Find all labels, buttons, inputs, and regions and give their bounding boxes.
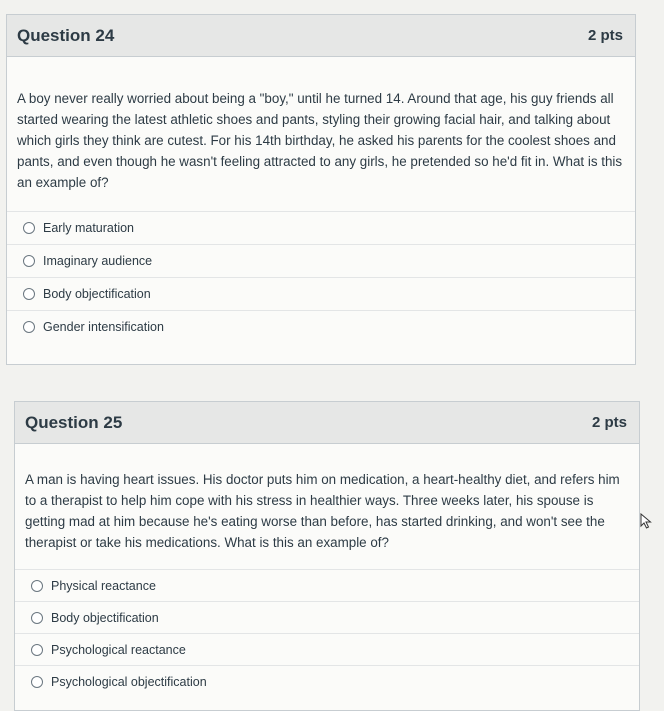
question-text: A man is having heart issues. His doctor puts him on medication, a heart-healthy diet, and refers him to a therapist to help him cope with his stress in healthier ways. Three weeks later, his spouse is getting mad at him because he's eating worse than before, has started drinking, and won't see the therapist or take his medications. What is this an example of? <box>25 472 620 550</box>
question-header <box>15 402 639 444</box>
question-points: 2 pts <box>591 414 627 431</box>
answer-option[interactable] <box>15 601 639 633</box>
radio-button[interactable] <box>23 255 35 267</box>
question-header <box>7 15 635 57</box>
answer-list <box>15 569 639 697</box>
answer-label[interactable]: Physical reactance <box>51 578 156 593</box>
answer-label[interactable]: Psychological objectification <box>51 674 207 689</box>
answer-option[interactable] <box>7 310 635 343</box>
answer-label[interactable]: Gender intensification <box>43 320 164 334</box>
mouse-cursor-icon <box>639 513 653 529</box>
radio-button[interactable] <box>31 676 43 688</box>
question-title: Question 24 <box>17 25 115 45</box>
radio-button[interactable] <box>23 288 35 300</box>
answer-label[interactable]: Body objectification <box>51 610 159 625</box>
answer-option[interactable] <box>7 277 635 310</box>
question-text: A boy never really worried about being a "boy," until he turned 14. Around that age, his guy friends all started wearing the latest athletic shoes and pants, styling their growing facial hair, and talking about which girls they think are cutest. For his 14th birthday, he asked his parents for the coolest shoes and pants, and even though he wasn't feeling attracted to any girls, he pretended so he'd fit in. What is this an example of? <box>17 91 623 190</box>
answer-label[interactable]: Psychological reactance <box>51 642 186 657</box>
radio-button[interactable] <box>31 580 43 592</box>
answer-option[interactable] <box>15 665 639 697</box>
answer-option[interactable] <box>15 633 639 665</box>
answer-label[interactable]: Body objectification <box>43 287 151 301</box>
answer-option[interactable] <box>7 244 635 277</box>
answer-label[interactable]: Imaginary audience <box>43 254 153 268</box>
radio-button[interactable] <box>31 612 43 624</box>
answer-label[interactable]: Early maturation <box>43 221 135 235</box>
radio-button[interactable] <box>31 644 43 656</box>
radio-button[interactable] <box>23 222 35 234</box>
question-title: Question 25 <box>25 412 123 432</box>
answer-list <box>7 211 635 343</box>
question-25 <box>14 401 640 711</box>
answer-option[interactable] <box>15 569 639 601</box>
radio-button[interactable] <box>23 321 35 333</box>
question-24 <box>6 14 636 365</box>
question-points: 2 pts <box>587 27 623 44</box>
answer-option[interactable] <box>7 211 635 244</box>
